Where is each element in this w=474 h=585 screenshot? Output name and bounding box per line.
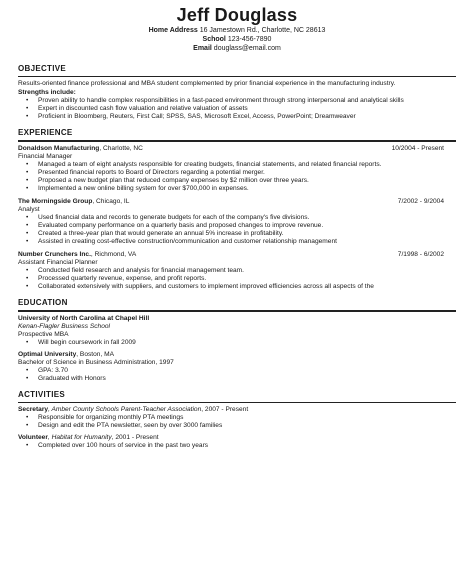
degree-line: Prospective MBA <box>18 330 69 338</box>
list-item: • Evaluated company performance on a quarterly basis and proposed changes to improve revenue. <box>18 222 456 230</box>
job-header <box>18 251 456 259</box>
job-role: Assistant Financial Planner <box>18 259 98 267</box>
company-name: Donaldson Manufacturing <box>18 144 100 152</box>
strengths-label: Strengths include: <box>18 89 76 97</box>
job-bullets <box>18 161 456 193</box>
company-name: The Morningside Group <box>18 198 93 205</box>
education-heading: EDUCATION <box>18 298 68 308</box>
email-label: Email <box>193 44 212 52</box>
school-bullets <box>18 339 456 347</box>
job-role: Analyst <box>18 206 40 214</box>
list-item: • Proven ability to handle complex responsibilities in a fast-paced environment through strong interpersonal and analytical skills <box>18 97 456 105</box>
list-item: • Expert in discounted cash flow valuation and relative valuation of assets <box>18 105 456 113</box>
objective-divider <box>18 76 456 78</box>
list-item: • Collaborated extensively with suppliers, and customers to implement improved efficiencies across all aspects of the <box>18 283 456 291</box>
activity-entry <box>18 406 456 430</box>
company-location: , Richmond, VA <box>90 251 137 259</box>
activity-role: Secretary <box>18 406 49 414</box>
school-subdivision: Kenan-Flagler Business School <box>18 322 110 330</box>
strengths-list <box>18 97 456 121</box>
education-divider <box>18 310 456 312</box>
resume-name: Jeff Douglass <box>176 5 298 25</box>
email-line <box>18 44 456 53</box>
degree-line: Bachelor of Science in Business Administration, 1997 <box>18 358 174 366</box>
home-address-line <box>18 26 456 35</box>
experience-divider <box>18 140 456 142</box>
list-item: • GPA: 3.70 <box>18 367 456 375</box>
experience-heading: EXPERIENCE <box>18 128 73 138</box>
list-item: • Managed a team of eight analysts responsible for creating budgets, financial statements, and related financial reports. <box>18 161 456 169</box>
home-address-value: 16 Jamestown Rd., Charlotte, NC 28613 <box>199 26 326 34</box>
home-address-label: Home Address <box>148 26 198 34</box>
job-dates: 7/2002 - 9/2004 <box>397 198 444 205</box>
objective-heading: OBJECTIVE <box>18 63 67 73</box>
activities-heading: ACTIVITIES <box>18 389 66 399</box>
list-item: • Completed over 100 hours of service in the past two years <box>18 442 456 450</box>
job-header <box>18 198 456 206</box>
activity-dates: , 2007 - Present <box>201 406 249 414</box>
school-name: Optimal University <box>18 350 77 358</box>
list-item: • Presented financial reports to Board of Directors regarding a potential merger. <box>18 169 456 177</box>
list-item: • Used financial data and records to generate budgets for each of the company's five divisions. <box>18 214 456 222</box>
list-item: • Created a three-year plan that would generate an annual 5% increase in profitability. <box>18 230 456 238</box>
job-header <box>18 145 456 153</box>
list-item: • Design and edit the PTA newsletter, seen by over 3000 families <box>18 422 456 430</box>
job-bullets <box>18 214 456 246</box>
job-bullets <box>18 267 456 291</box>
activity-bullets <box>18 414 456 430</box>
job-dates: 7/1998 - 6/2002 <box>397 251 444 259</box>
list-item: • Proficient in Bloomberg, Reuters, First Call; SPSS, SAS, Microsoft Excel, Access, PowerPoint; Dreamweaver <box>18 113 456 121</box>
activity-role: Volunteer <box>18 434 48 442</box>
school-entry <box>18 315 456 347</box>
job-role: Financial Manager <box>18 152 73 160</box>
activity-dates: , 2001 - Present <box>111 434 159 442</box>
activities-divider <box>18 402 456 404</box>
list-item: • Proposed a new budget plan that reduced company expenses by $2 million over three years. <box>18 177 456 185</box>
school-entry <box>18 351 456 383</box>
job-company <box>18 145 143 153</box>
company-location: , Chicago, IL <box>92 198 130 205</box>
list-item: • Graduated with Honors <box>18 375 456 383</box>
list-item: • Will begin coursework in fall 2009 <box>18 339 456 347</box>
school-label: School <box>202 35 226 43</box>
company-name: Number Crunchers Inc. <box>18 251 91 259</box>
list-item: • Assisted in creating cost-effective construction/communication and customer relationship management <box>18 238 456 246</box>
activity-bullets <box>18 442 456 450</box>
company-location: , Charlotte, NC <box>99 144 143 152</box>
list-item: • Responsible for organizing monthly PTA meetings <box>18 414 456 422</box>
list-item: • Processed quarterly revenue, expense, and profit reports. <box>18 275 456 283</box>
activity-entry <box>18 434 456 450</box>
list-item: • Implemented a new online billing system for over $700,000 in expenses. <box>18 185 456 193</box>
activity-org: , Habitat for Humanity <box>47 434 112 442</box>
job-company <box>18 198 129 206</box>
school-line <box>18 35 456 44</box>
job-dates: 10/2004 - Present <box>391 144 444 152</box>
school-location: , Boston, MA <box>76 350 115 358</box>
contact-block <box>18 26 456 53</box>
email-value: douglass@email.com <box>213 44 281 52</box>
list-item: • Conducted field research and analysis for financial management team. <box>18 267 456 275</box>
school-value: 123-456-7890 <box>227 35 272 43</box>
school-name: University of North Carolina at Chapel Hill <box>18 314 150 322</box>
job-company <box>18 251 136 259</box>
activity-org: , Amber County Schools Parent-Teacher Association <box>48 406 202 414</box>
objective-text: Results-oriented finance professional and MBA student complemented by prior financial experience in the manufacturing industry. <box>18 80 396 88</box>
school-bullets <box>18 367 456 383</box>
